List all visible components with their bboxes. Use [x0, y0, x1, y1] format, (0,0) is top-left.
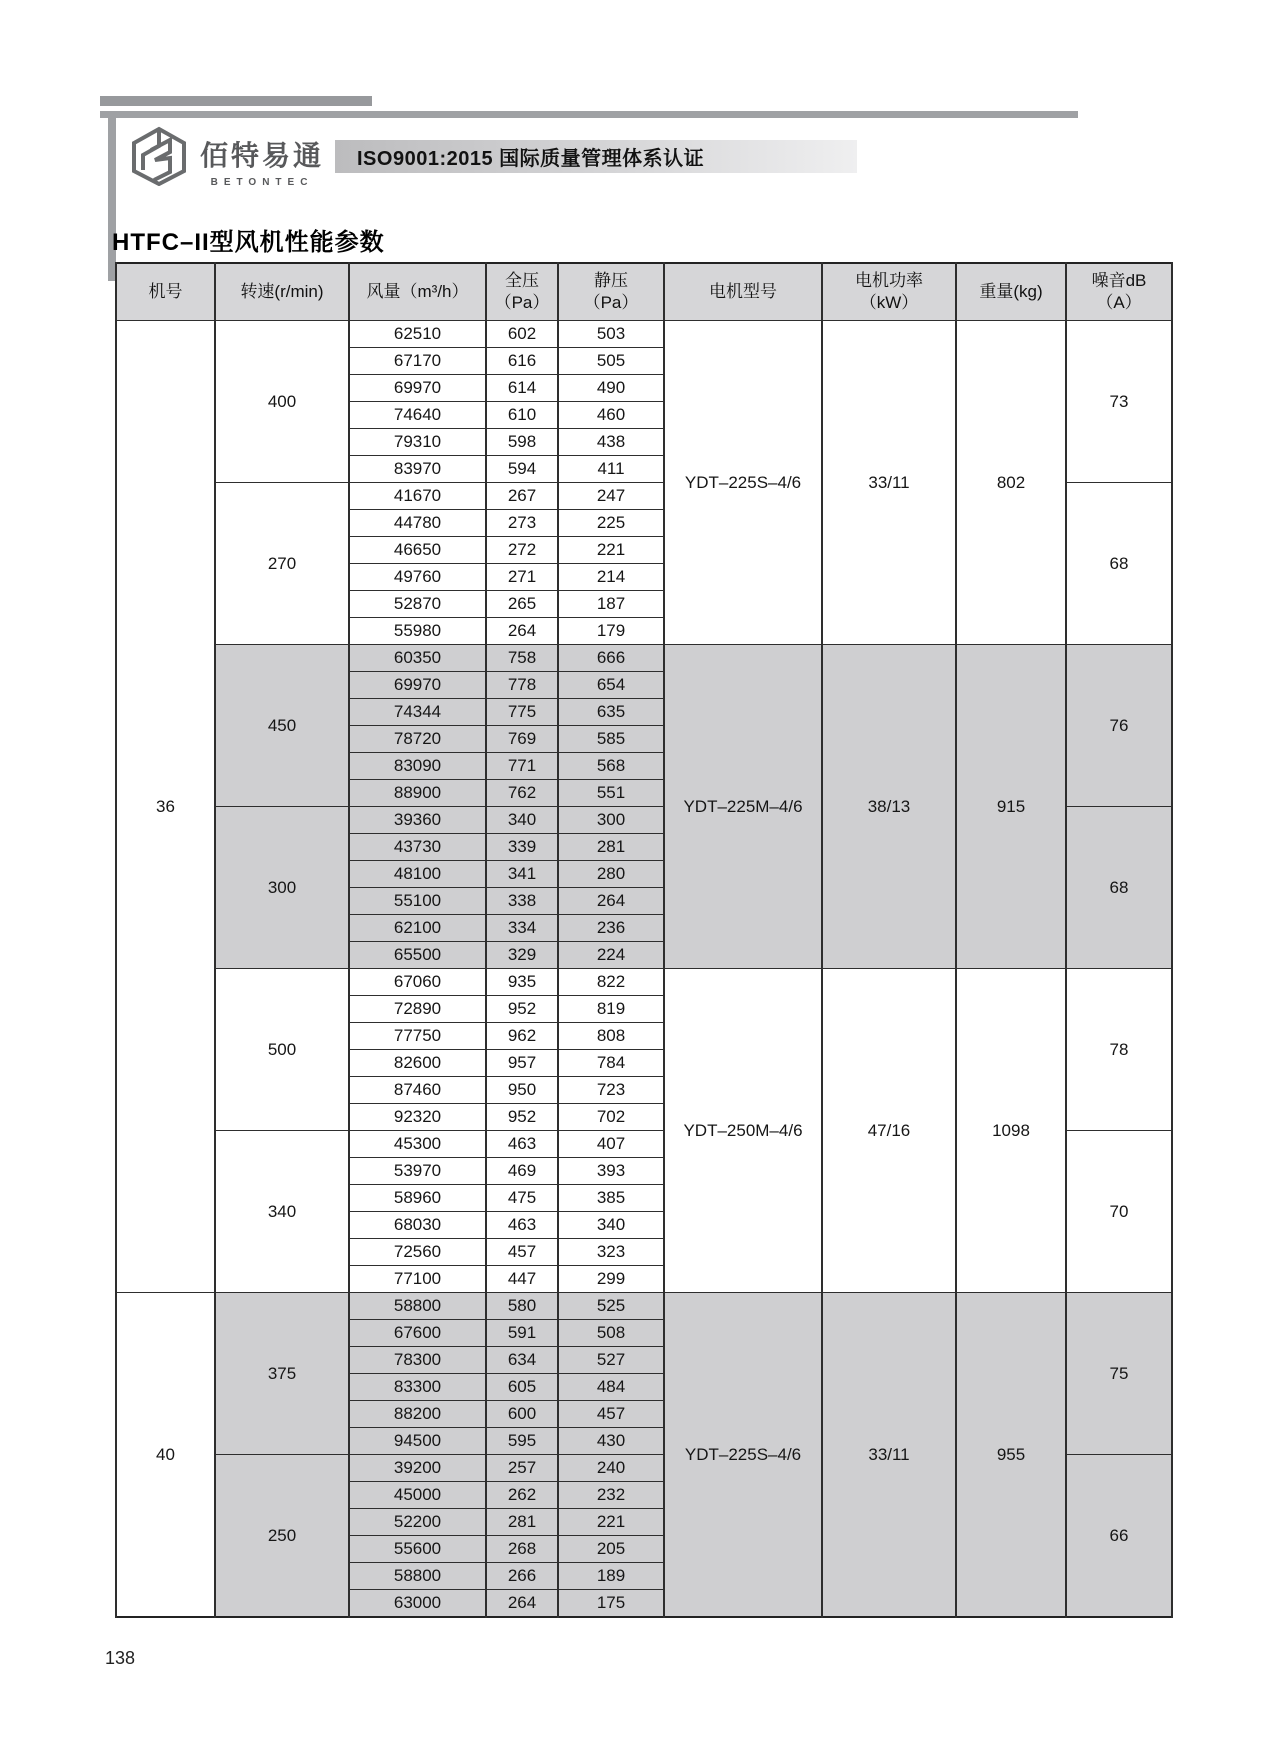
company-logo: [130, 126, 324, 188]
static-pressure-cell: 438: [558, 429, 664, 456]
total-pressure-cell: 598: [486, 429, 558, 456]
weight-cell: 955: [956, 1293, 1066, 1618]
total-pressure-cell: 267: [486, 483, 558, 510]
total-pressure-cell: 616: [486, 348, 558, 375]
flow-cell: 77750: [349, 1023, 486, 1050]
static-pressure-cell: 819: [558, 996, 664, 1023]
total-pressure-cell: 771: [486, 753, 558, 780]
size-cell: 40: [116, 1293, 215, 1618]
flow-cell: 39200: [349, 1455, 486, 1482]
total-pressure-cell: 634: [486, 1347, 558, 1374]
static-pressure-cell: 299: [558, 1266, 664, 1293]
flow-cell: 68030: [349, 1212, 486, 1239]
static-pressure-cell: 635: [558, 699, 664, 726]
weight-cell: 1098: [956, 969, 1066, 1293]
total-pressure-cell: 775: [486, 699, 558, 726]
static-pressure-cell: 723: [558, 1077, 664, 1104]
col-header-line: （kW）: [859, 293, 919, 312]
static-pressure-cell: 281: [558, 834, 664, 861]
total-pressure-cell: 778: [486, 672, 558, 699]
flow-cell: 43730: [349, 834, 486, 861]
static-pressure-cell: 205: [558, 1536, 664, 1563]
static-pressure-cell: 300: [558, 807, 664, 834]
total-pressure-cell: 580: [486, 1293, 558, 1320]
noise-cell: 68: [1066, 807, 1172, 969]
col-header-line: 电机型号: [709, 281, 777, 301]
static-pressure-cell: 240: [558, 1455, 664, 1482]
total-pressure-cell: 341: [486, 861, 558, 888]
flow-cell: 67600: [349, 1320, 486, 1347]
static-pressure-cell: 508: [558, 1320, 664, 1347]
static-pressure-cell: 568: [558, 753, 664, 780]
size-cell: 36: [116, 321, 215, 1293]
noise-cell: 66: [1066, 1455, 1172, 1618]
col-header-line: （A）: [1096, 293, 1142, 312]
col-header-motor-power: [822, 263, 956, 321]
total-pressure-cell: 273: [486, 510, 558, 537]
total-pressure-cell: 447: [486, 1266, 558, 1293]
flow-cell: 41670: [349, 483, 486, 510]
weight-cell: 802: [956, 321, 1066, 645]
static-pressure-cell: 527: [558, 1347, 664, 1374]
total-pressure-cell: 600: [486, 1401, 558, 1428]
flow-cell: 83300: [349, 1374, 486, 1401]
iso-certification-banner: [335, 140, 857, 173]
col-header-noise: [1066, 263, 1172, 321]
noise-cell: 78: [1066, 969, 1172, 1131]
static-pressure-cell: 225: [558, 510, 664, 537]
static-pressure-cell: 551: [558, 780, 664, 807]
flow-cell: 83970: [349, 456, 486, 483]
flow-cell: 83090: [349, 753, 486, 780]
flow-cell: 63000: [349, 1590, 486, 1618]
total-pressure-cell: 268: [486, 1536, 558, 1563]
flow-cell: 74344: [349, 699, 486, 726]
flow-cell: 92320: [349, 1104, 486, 1131]
static-pressure-cell: 323: [558, 1239, 664, 1266]
flow-cell: 88900: [349, 780, 486, 807]
motor-power-cell: 47/16: [822, 969, 956, 1293]
static-pressure-cell: 808: [558, 1023, 664, 1050]
total-pressure-cell: 338: [486, 888, 558, 915]
motor-power-cell: 33/11: [822, 321, 956, 645]
total-pressure-cell: 262: [486, 1482, 558, 1509]
logo-chinese-name: 佰特易通: [200, 140, 325, 171]
speed-cell: 300: [215, 807, 349, 969]
flow-cell: 78300: [349, 1347, 486, 1374]
speed-cell: 500: [215, 969, 349, 1131]
fan-performance-table-wrap: [115, 262, 1173, 1618]
col-header-line: 机号: [148, 281, 183, 301]
flow-cell: 55100: [349, 888, 486, 915]
col-header-line: （Pa）: [583, 293, 639, 312]
table-row: [116, 321, 1172, 348]
table-row: [116, 969, 1172, 996]
flow-cell: 65500: [349, 942, 486, 969]
col-header-line: （Pa）: [494, 293, 550, 312]
motor-power-cell: 33/11: [822, 1293, 956, 1618]
static-pressure-cell: 503: [558, 321, 664, 348]
static-pressure-cell: 189: [558, 1563, 664, 1590]
flow-cell: 60350: [349, 645, 486, 672]
noise-cell: 73: [1066, 321, 1172, 483]
static-pressure-cell: 784: [558, 1050, 664, 1077]
total-pressure-cell: 463: [486, 1131, 558, 1158]
flow-cell: 69970: [349, 672, 486, 699]
static-pressure-cell: 214: [558, 564, 664, 591]
static-pressure-cell: 490: [558, 375, 664, 402]
total-pressure-cell: 769: [486, 726, 558, 753]
flow-cell: 78720: [349, 726, 486, 753]
total-pressure-cell: 602: [486, 321, 558, 348]
col-header-line: 转速(r/min): [240, 281, 324, 301]
static-pressure-cell: 525: [558, 1293, 664, 1320]
col-header-line: 重量(kg): [979, 281, 1043, 301]
total-pressure-cell: 610: [486, 402, 558, 429]
col-header-static-pressure: [558, 263, 664, 321]
flow-cell: 77100: [349, 1266, 486, 1293]
flow-cell: 72560: [349, 1239, 486, 1266]
total-pressure-cell: 457: [486, 1239, 558, 1266]
flow-cell: 72890: [349, 996, 486, 1023]
col-header-size: [116, 263, 215, 321]
speed-cell: 250: [215, 1455, 349, 1618]
static-pressure-cell: 484: [558, 1374, 664, 1401]
total-pressure-cell: 265: [486, 591, 558, 618]
total-pressure-cell: 950: [486, 1077, 558, 1104]
total-pressure-cell: 962: [486, 1023, 558, 1050]
total-pressure-cell: 469: [486, 1158, 558, 1185]
logo-english-name: BETONTEC: [210, 177, 314, 188]
flow-cell: 44780: [349, 510, 486, 537]
col-header-weight: [956, 263, 1066, 321]
flow-cell: 87460: [349, 1077, 486, 1104]
speed-cell: 375: [215, 1293, 349, 1455]
flow-cell: 55600: [349, 1536, 486, 1563]
total-pressure-cell: 339: [486, 834, 558, 861]
total-pressure-cell: 272: [486, 537, 558, 564]
total-pressure-cell: 952: [486, 1104, 558, 1131]
static-pressure-cell: 224: [558, 942, 664, 969]
noise-cell: 76: [1066, 645, 1172, 807]
col-header-line: 全压: [505, 270, 539, 290]
motor-model-cell: YDT–250M–4/6: [664, 969, 822, 1293]
total-pressure-cell: 591: [486, 1320, 558, 1347]
total-pressure-cell: 952: [486, 996, 558, 1023]
flow-cell: 58960: [349, 1185, 486, 1212]
total-pressure-cell: 957: [486, 1050, 558, 1077]
noise-cell: 75: [1066, 1293, 1172, 1455]
iso-certification-text: ISO9001:2015 国际质量管理体系认证: [357, 148, 705, 170]
flow-cell: 88200: [349, 1401, 486, 1428]
table-header-row: [116, 263, 1172, 321]
col-header-line: 电机功率: [855, 270, 923, 290]
static-pressure-cell: 393: [558, 1158, 664, 1185]
total-pressure-cell: 257: [486, 1455, 558, 1482]
static-pressure-cell: 457: [558, 1401, 664, 1428]
header-rule-line: [100, 111, 1078, 118]
static-pressure-cell: 407: [558, 1131, 664, 1158]
col-header-line: 噪音dB: [1091, 270, 1147, 290]
total-pressure-cell: 340: [486, 807, 558, 834]
static-pressure-cell: 247: [558, 483, 664, 510]
total-pressure-cell: 935: [486, 969, 558, 996]
total-pressure-cell: 614: [486, 375, 558, 402]
static-pressure-cell: 221: [558, 537, 664, 564]
corner-bar-top: [100, 96, 372, 106]
static-pressure-cell: 505: [558, 348, 664, 375]
total-pressure-cell: 463: [486, 1212, 558, 1239]
col-header-flow: [349, 263, 486, 321]
total-pressure-cell: 605: [486, 1374, 558, 1401]
flow-cell: 49760: [349, 564, 486, 591]
static-pressure-cell: 221: [558, 1509, 664, 1536]
flow-cell: 58800: [349, 1563, 486, 1590]
flow-cell: 82600: [349, 1050, 486, 1077]
betontec-hexagon-logo-icon: [130, 126, 188, 186]
static-pressure-cell: 280: [558, 861, 664, 888]
flow-cell: 67060: [349, 969, 486, 996]
col-header-speed: [215, 263, 349, 321]
noise-cell: 68: [1066, 483, 1172, 645]
flow-cell: 79310: [349, 429, 486, 456]
table-row: [116, 1293, 1172, 1320]
weight-cell: 915: [956, 645, 1066, 969]
static-pressure-cell: 175: [558, 1590, 664, 1618]
total-pressure-cell: 334: [486, 915, 558, 942]
col-header-total-pressure: [486, 263, 558, 321]
static-pressure-cell: 702: [558, 1104, 664, 1131]
flow-cell: 52200: [349, 1509, 486, 1536]
motor-power-cell: 38/13: [822, 645, 956, 969]
speed-cell: 400: [215, 321, 349, 483]
static-pressure-cell: 264: [558, 888, 664, 915]
static-pressure-cell: 385: [558, 1185, 664, 1212]
flow-cell: 45300: [349, 1131, 486, 1158]
total-pressure-cell: 594: [486, 456, 558, 483]
noise-cell: 70: [1066, 1131, 1172, 1293]
speed-cell: 450: [215, 645, 349, 807]
total-pressure-cell: 595: [486, 1428, 558, 1455]
total-pressure-cell: 758: [486, 645, 558, 672]
static-pressure-cell: 232: [558, 1482, 664, 1509]
speed-cell: 340: [215, 1131, 349, 1293]
total-pressure-cell: 264: [486, 618, 558, 645]
static-pressure-cell: 430: [558, 1428, 664, 1455]
total-pressure-cell: 264: [486, 1590, 558, 1618]
fan-performance-table: [115, 262, 1173, 1618]
col-header-motor-model: [664, 263, 822, 321]
total-pressure-cell: 281: [486, 1509, 558, 1536]
flow-cell: 46650: [349, 537, 486, 564]
total-pressure-cell: 475: [486, 1185, 558, 1212]
motor-model-cell: YDT–225M–4/6: [664, 645, 822, 969]
static-pressure-cell: 822: [558, 969, 664, 996]
flow-cell: 55980: [349, 618, 486, 645]
static-pressure-cell: 187: [558, 591, 664, 618]
total-pressure-cell: 762: [486, 780, 558, 807]
total-pressure-cell: 329: [486, 942, 558, 969]
flow-cell: 69970: [349, 375, 486, 402]
page-title: HTFC–II型风机性能参数: [112, 229, 385, 256]
flow-cell: 62100: [349, 915, 486, 942]
motor-model-cell: YDT–225S–4/6: [664, 321, 822, 645]
logo-text: [200, 142, 324, 188]
static-pressure-cell: 340: [558, 1212, 664, 1239]
static-pressure-cell: 654: [558, 672, 664, 699]
col-header-line: 静压: [594, 270, 628, 290]
speed-cell: 270: [215, 483, 349, 645]
total-pressure-cell: 266: [486, 1563, 558, 1590]
flow-cell: 53970: [349, 1158, 486, 1185]
static-pressure-cell: 666: [558, 645, 664, 672]
table-row: [116, 645, 1172, 672]
total-pressure-cell: 271: [486, 564, 558, 591]
flow-cell: 67170: [349, 348, 486, 375]
motor-model-cell: YDT–225S–4/6: [664, 1293, 822, 1618]
static-pressure-cell: 179: [558, 618, 664, 645]
flow-cell: 48100: [349, 861, 486, 888]
flow-cell: 39360: [349, 807, 486, 834]
static-pressure-cell: 411: [558, 456, 664, 483]
flow-cell: 74640: [349, 402, 486, 429]
static-pressure-cell: 460: [558, 402, 664, 429]
flow-cell: 58800: [349, 1293, 486, 1320]
page-number: 138: [105, 1648, 136, 1668]
col-header-line: 风量（m³/h）: [366, 281, 469, 301]
flow-cell: 45000: [349, 1482, 486, 1509]
static-pressure-cell: 236: [558, 915, 664, 942]
flow-cell: 52870: [349, 591, 486, 618]
flow-cell: 62510: [349, 321, 486, 348]
flow-cell: 94500: [349, 1428, 486, 1455]
static-pressure-cell: 585: [558, 726, 664, 753]
